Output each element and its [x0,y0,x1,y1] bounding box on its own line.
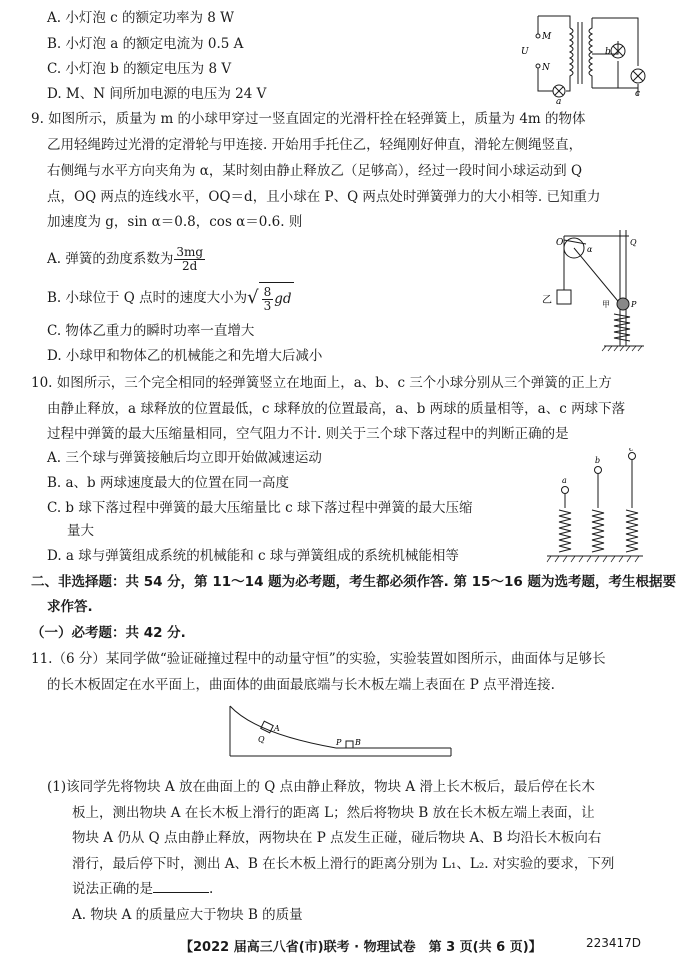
q11-part1-line-2: 板上，测出物块 A 在长木板上滑行的距离 L；然后将物块 B 放在长木板左端上表面，让 [72,805,595,821]
q11-part1-line-3: 物块 A 仍从 Q 点由静止释放，两物块在 P 点发生正碰，碰后物块 A、B 均沿长木板向右 [72,830,602,846]
q8-option-a: A. 小灯泡 c 的额定功率为 8 W [47,10,235,26]
q11-option-a: A. 物块 A 的质量应大于物块 B 的质量 [72,907,303,923]
q10-line-1: 10. 如图所示，三个完全相同的轻弹簧竖立在地面上，a、b、c 三个小球分别从三个弹簧的正上方 [31,375,612,391]
circuit-label-u: U [521,47,529,57]
fig9-label-p: P [631,300,637,309]
q9-line-4: 点，OQ 两点的连线水平，OQ＝d，且小球在 P、Q 两点处时弹簧弹力的大小相等. 已知重力 [47,189,601,205]
fig10-label-c: c [629,448,634,453]
q9-option-c: C. 物体乙重力的瞬时功率一直增大 [47,323,255,339]
fig9-label-o: O [556,238,564,248]
q11-part1-line-5 [72,880,213,898]
q9-option-a-denominator: 2d [182,259,198,273]
q11-part1-line-1: (1)该同学先将物块 A 放在曲面上的 Q 点由静止释放，物块 A 滑上长木板后，最后停在长木 [47,779,595,795]
q8-option-d: D. M、N 间所加电源的电压为 24 V [47,86,267,102]
fig9-label-q: Q [630,238,637,247]
fig10-label-b: b [595,456,601,465]
q9-line-3: 右侧绳与水平方向夹角为 α，某时刻由静止释放乙（足够高），经过一段时间小球运动到 Q [47,163,583,179]
q10-option-c: C. b 球下落过程中弹簧的最大压缩量比 c 球下落过程中弹簧的最大压缩 [47,500,473,516]
q10-option-c-cont: 量大 [67,523,94,539]
page-footer: 【2022 届高三八省(市)联考 · 物理试卷 第 3 页(共 6 页)】 [180,940,542,955]
circuit-label-b: b [605,47,611,57]
q9-option-b-suffix: gd [274,291,292,307]
q8-option-c: C. 小灯泡 b 的额定电压为 8 V [47,61,232,77]
section2-subheading: （一）必考题：共 42 分. [31,625,186,641]
q9-option-b-numerator: 8 [263,285,272,299]
q8-option-b: B. 小灯泡 a 的额定电流为 0.5 A [47,36,244,52]
fig11-label-a: A [274,724,280,733]
q11-part1-prompt: 说法正确的是 [72,881,153,897]
three-springs-figure [545,448,645,564]
q11-line-1: 11.（6 分）某同学做“验证碰撞过程中的动量守恒”的实验，实验装置如图所示，曲面体与足够长 [31,651,606,667]
answer-blank[interactable] [153,880,209,893]
section2-heading: 二、非选择题：共 54 分，第 11～14 题为必考题，考生都必须作答. 第 15～16 题为选考题，考生根据要 [31,574,676,590]
section2-heading-cont: 求作答. [47,599,93,615]
circuit-label-a: a [556,97,562,106]
fig9-label-alpha: α [587,245,593,254]
q9-option-b [47,282,294,315]
q9-line-1: 9. 如图所示，质量为 m 的小球甲穿过一竖直固定的光滑杆拴在轻弹簧上，质量为 4m 的物体 [31,111,586,127]
fig10-label-a: a [562,476,567,485]
q9-line-5: 加速度为 g，sin α＝0.8，cos α＝0.6. 则 [47,214,303,230]
q9-option-b-sqrt: √ $\frac{8}{3}$ gd [247,282,293,315]
paper-code: 223417D [586,936,642,950]
q9-option-a-fraction [174,246,205,273]
q11-line-2: 的长木板固定在水平面上，曲面体的曲面最底端与长木板左端上表面在 P 点平滑连接. [47,677,555,693]
q10-line-2: 由静止释放，a 球释放的位置最低，c 球释放的位置最高，a、b 两球的质量相等，a、c 两球下落 [47,401,626,417]
q11-part1-line-4: 滑行，最后停下时，测出 A、B 在长木板上滑行的距离分别为 L₁、L₂. 对实验的要求，下列 [72,856,615,872]
q9-line-2: 乙用轻绳跨过光滑的定滑轮与甲连接. 开始用手托住乙，轻绳刚好伸直，滑轮左侧绳竖直， [47,137,583,153]
q9-option-a [47,244,206,274]
q11-part1-end: . [209,881,214,897]
q10-option-d: D. a 球与弹簧组成系统的机械能和 c 球与弹簧组成的系统机械能相等 [47,548,459,564]
fig11-label-b: B [355,738,361,747]
pulley-spring-figure [534,228,654,354]
q9-option-b-prefix: B. 小球位于 Q 点时的速度大小为 [47,290,248,306]
circuit-label-m: M [542,32,552,42]
q10-option-a: A. 三个球与弹簧接触后均立即开始做减速运动 [47,450,322,466]
q9-option-b-denominator: 3 [263,299,272,313]
q9-option-d: D. 小球甲和物体乙的机械能之和先增大后减小 [47,348,323,364]
q9-option-a-prefix: A. 弹簧的劲度系数为 [47,251,174,267]
circuit-label-c: c [635,89,641,99]
fig11-label-p: P [336,738,342,747]
circuit-label-n: N [542,63,550,73]
curved-ramp-figure [226,704,456,762]
fig9-label-yi: 乙 [542,295,552,306]
fig11-label-q: Q [258,735,265,744]
q10-option-b: B. a、b 两球速度最大的位置在同一高度 [47,475,289,491]
q9-option-a-numerator: 3mg [176,245,204,259]
transformer-circuit-figure [508,6,668,106]
q10-line-3: 过程中弹簧的最大压缩量相同，空气阻力不计. 则关于三个球下落过程中的判断正确的是 [47,426,569,442]
fig9-label-jia: 甲 [602,300,610,309]
